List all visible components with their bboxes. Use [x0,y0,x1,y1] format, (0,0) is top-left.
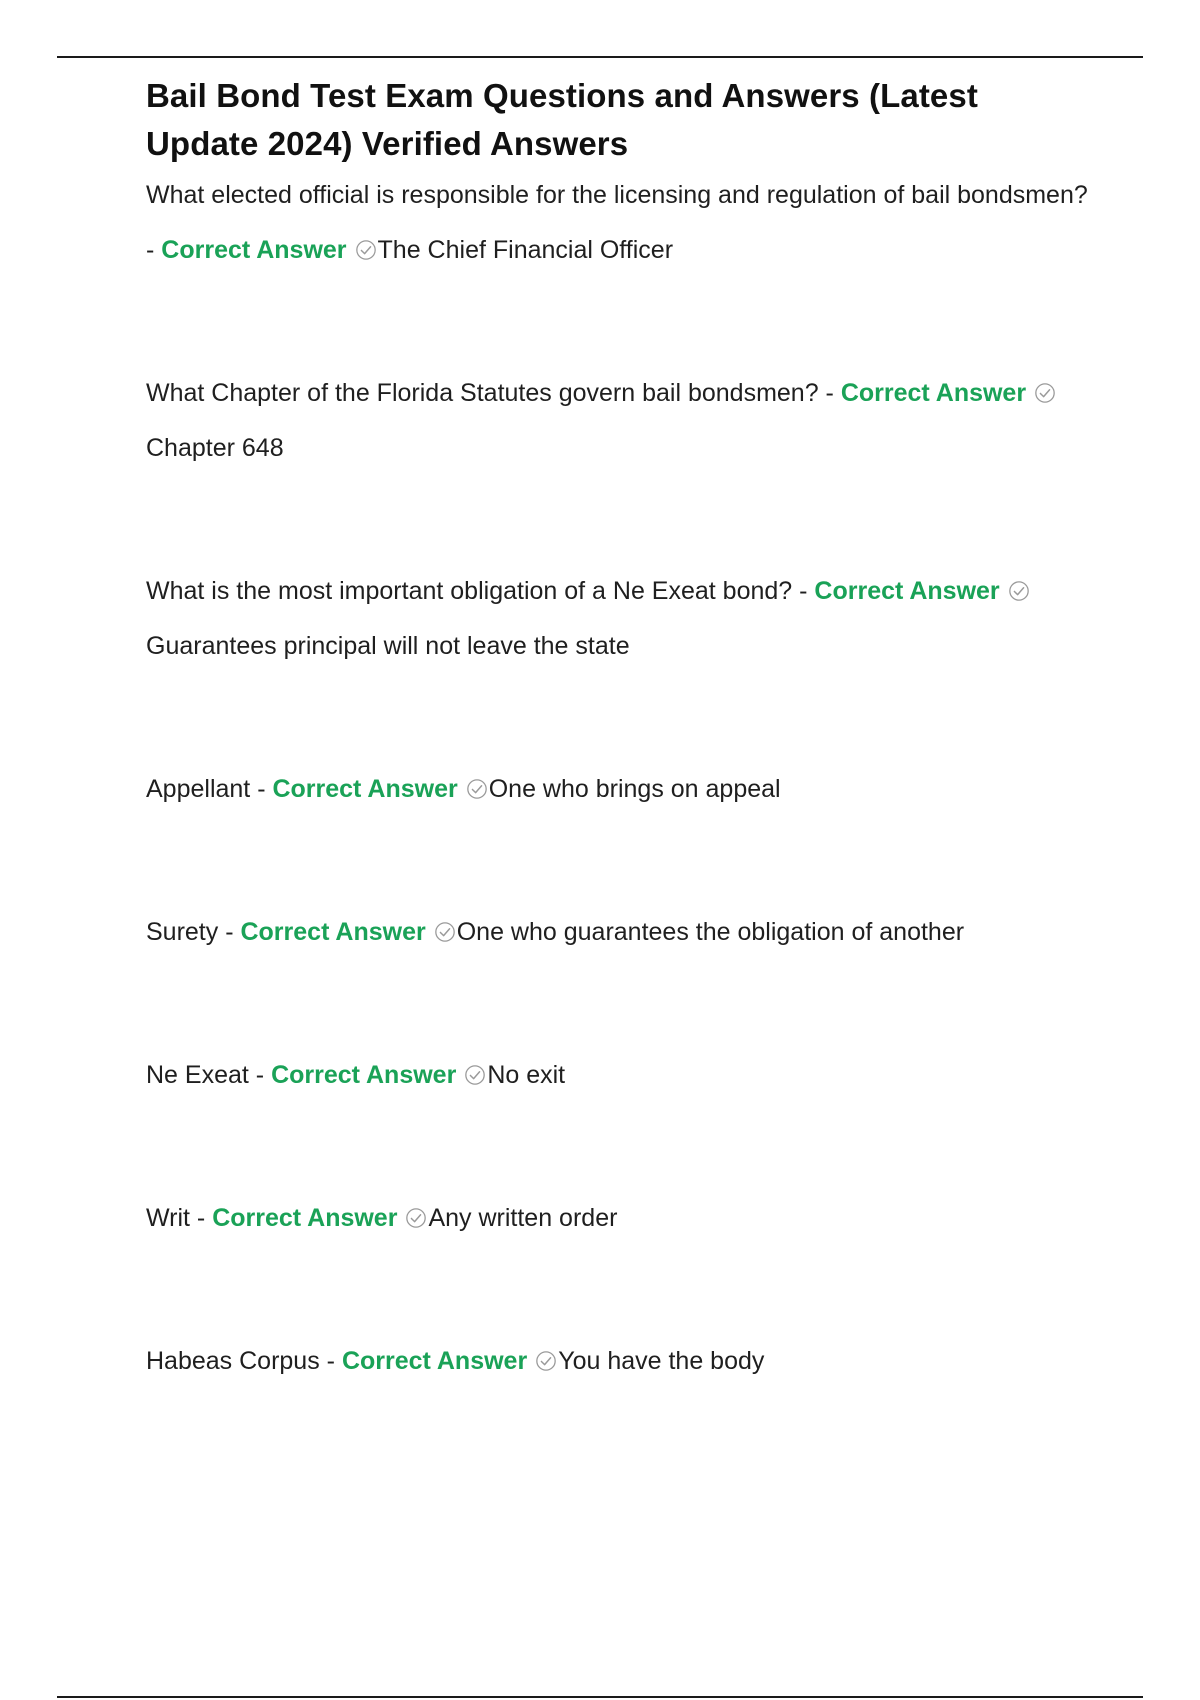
qa-item [146,1048,1096,1103]
check-circle-icon [464,1064,486,1086]
qa-item [146,762,1096,817]
check-circle-icon [1034,382,1056,404]
separator: - [250,775,273,803]
correct-answer-label: Correct Answer [212,1204,398,1232]
answer-text: The Chief Financial Officer [377,236,674,264]
check-circle-icon [405,1207,427,1229]
separator: - [218,918,241,946]
document-title: Bail Bond Test Exam Questions and Answers (Latest Update 2024) Verified Answers [146,77,978,162]
answer-text: One who brings on appeal [488,775,781,803]
question-text: Habeas Corpus [146,1347,320,1375]
correct-answer-label: Correct Answer [271,1061,457,1089]
check-circle-icon [434,921,456,943]
correct-answer-label: Correct Answer [814,577,1000,605]
separator: - [189,1204,213,1232]
question-text: What elected official is responsible for the licensing and regulation of bail bondsmen? [146,181,1088,209]
answer-text: Guarantees principal will not leave the state [146,632,630,660]
qa-item [146,168,1096,278]
qa-item [146,1334,1096,1389]
separator: - [319,1347,342,1375]
answer-text: Chapter 648 [146,434,284,462]
check-circle-icon [535,1350,557,1372]
answer-text: Any written order [428,1204,618,1232]
correct-answer-label: Correct Answer [272,775,458,803]
check-circle-icon [466,778,488,800]
check-circle-icon [1008,580,1030,602]
correct-answer-label: Correct Answer [161,236,347,264]
answer-text: No exit [487,1061,566,1089]
qa-item [146,564,1096,674]
question-text: Ne Exeat [146,1061,249,1089]
correct-answer-label: Correct Answer [840,379,1027,407]
separator: - [248,1061,272,1089]
top-rule [57,56,1143,58]
separator: - [146,236,162,264]
question-text: Surety [146,918,219,946]
question-text: Appellant [146,775,251,803]
qa-item [146,366,1096,476]
correct-answer-label: Correct Answer [240,918,426,946]
separator: - [818,379,841,407]
qa-item [146,905,1096,960]
question-text: What Chapter of the Florida Statutes govern bail bondsmen? [146,379,819,407]
separator: - [792,577,815,605]
bottom-rule [57,1696,1143,1698]
question-text: What is the most important obligation of a Ne Exeat bond? [146,577,793,605]
question-text: Writ [146,1204,190,1232]
check-circle-icon [355,239,377,261]
qa-item [146,1191,1096,1246]
qa-list [146,168,1096,1389]
correct-answer-label: Correct Answer [341,1347,528,1375]
answer-text: One who guarantees the obligation of another [456,918,965,946]
document-page [146,72,1096,1389]
answer-text: You have the body [558,1347,765,1375]
